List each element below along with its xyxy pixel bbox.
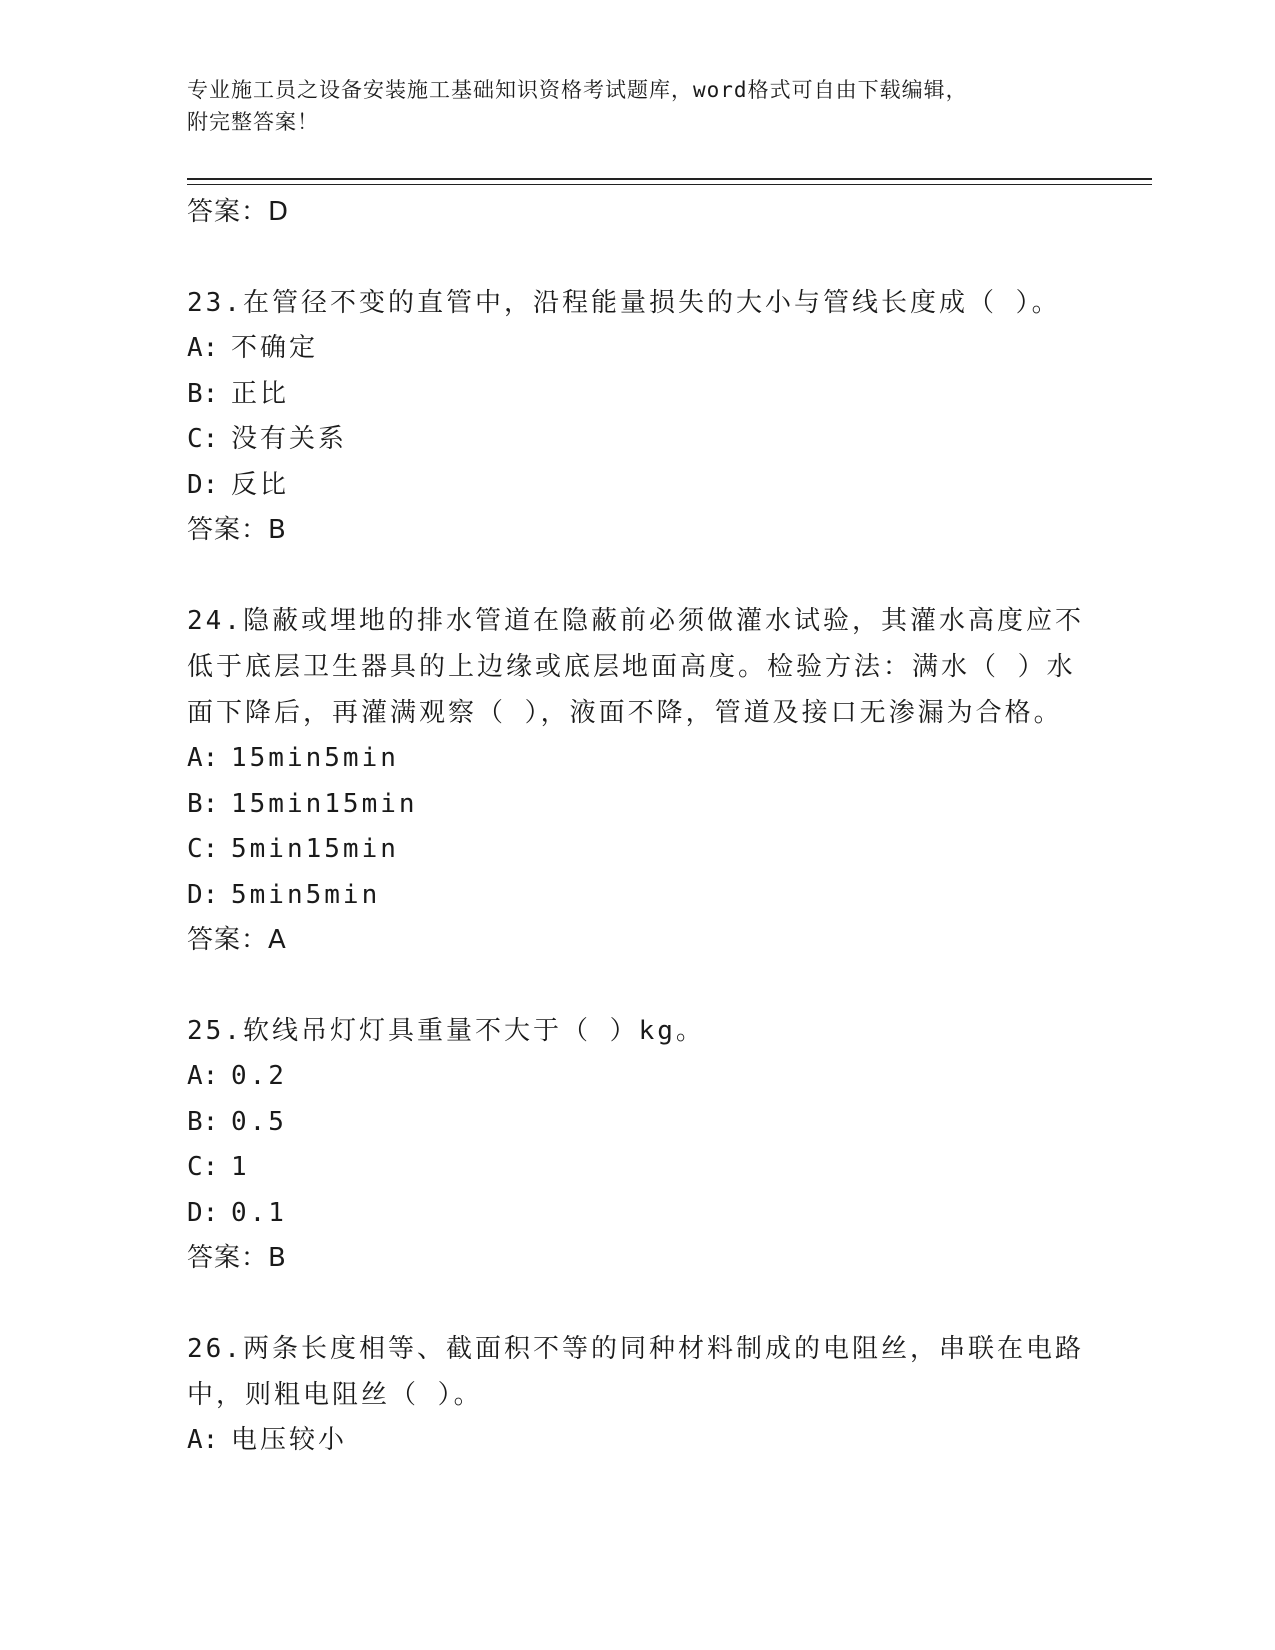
option-letter: C:: [187, 834, 219, 864]
document-header: [187, 74, 1067, 138]
answer-label: 答案：: [187, 197, 269, 227]
option-text: 没有关系: [231, 424, 348, 454]
spacer: [187, 552, 1087, 598]
header-line-1: 专业施工员之设备安装施工基础知识资格考试题库，word格式可自由下载编辑，: [187, 78, 968, 102]
option-text: 5min5min: [231, 879, 381, 910]
spacer: [187, 234, 1087, 280]
option-item: [187, 372, 1087, 418]
spacer: [187, 962, 1087, 1008]
option-item: [187, 1054, 1087, 1100]
answer-value: D: [268, 197, 290, 227]
option-item: [187, 1191, 1087, 1237]
option-letter: C:: [187, 424, 219, 454]
option-item: [187, 1418, 1087, 1464]
option-text: 0.1: [231, 1197, 287, 1228]
option-letter: B:: [187, 378, 219, 409]
option-text: 5min15min: [231, 834, 399, 864]
answer-value: B: [268, 515, 287, 545]
answer-line: [187, 190, 1087, 234]
option-text: 反比: [231, 469, 290, 500]
question-text: 24.隐蔽或埋地的排水管道在隐蔽前必须做灌水试验，其灌水高度应不低于底层卫生器具的上边缘或底层地面高度。检验方法：满水（ ）水面下降后，再灌满观察（ ），液面不降，管道及接口无渗漏为合格。: [187, 606, 1084, 728]
option-letter: B:: [187, 788, 219, 819]
option-letter: A:: [187, 333, 219, 363]
option-text: 15min15min: [231, 788, 418, 819]
option-text: 15min5min: [231, 743, 399, 773]
option-item: [187, 417, 1087, 463]
option-letter: D:: [187, 469, 219, 500]
option-text: 1: [231, 1152, 250, 1182]
answer-value: A: [268, 925, 287, 955]
option-text: 电压较小: [231, 1425, 348, 1455]
question-text: 26.两条长度相等、截面积不等的同种材料制成的电阻丝，串联在电路中，则粗电阻丝（ ）。: [187, 1334, 1084, 1410]
answer-line: [187, 1236, 1087, 1280]
option-item: [187, 1145, 1087, 1191]
option-item: [187, 873, 1087, 919]
answer-line: [187, 918, 1087, 962]
option-item: [187, 463, 1087, 509]
option-item: [187, 827, 1087, 873]
header-divider: [187, 178, 1152, 185]
option-text: 不确定: [231, 333, 319, 363]
option-letter: D:: [187, 1197, 219, 1228]
option-letter: B:: [187, 1106, 219, 1137]
option-item: [187, 1100, 1087, 1146]
option-item: [187, 326, 1087, 372]
answer-line: [187, 508, 1087, 552]
option-letter: D:: [187, 879, 219, 910]
option-letter: C:: [187, 1152, 219, 1182]
option-letter: A:: [187, 743, 219, 773]
option-text: 正比: [231, 378, 290, 409]
spacer: [187, 1280, 1087, 1326]
answer-value: B: [268, 1243, 287, 1273]
answer-label: 答案：: [187, 515, 269, 545]
header-line-2: 附完整答案！: [187, 110, 319, 134]
option-text: 0.2: [231, 1061, 287, 1091]
answer-label: 答案：: [187, 1243, 269, 1273]
option-letter: A:: [187, 1061, 219, 1091]
question-text: 23.在管径不变的直管中，沿程能量损失的大小与管线长度成（ ）。: [187, 288, 1061, 318]
question-text: 25.软线吊灯灯具重量不大于（ ）kg。: [187, 1016, 705, 1046]
option-item: [187, 736, 1087, 782]
option-item: [187, 782, 1087, 828]
option-text: 0.5: [231, 1106, 287, 1137]
question-list: [187, 190, 1087, 1464]
option-letter: A:: [187, 1425, 219, 1455]
answer-label: 答案：: [187, 925, 269, 955]
